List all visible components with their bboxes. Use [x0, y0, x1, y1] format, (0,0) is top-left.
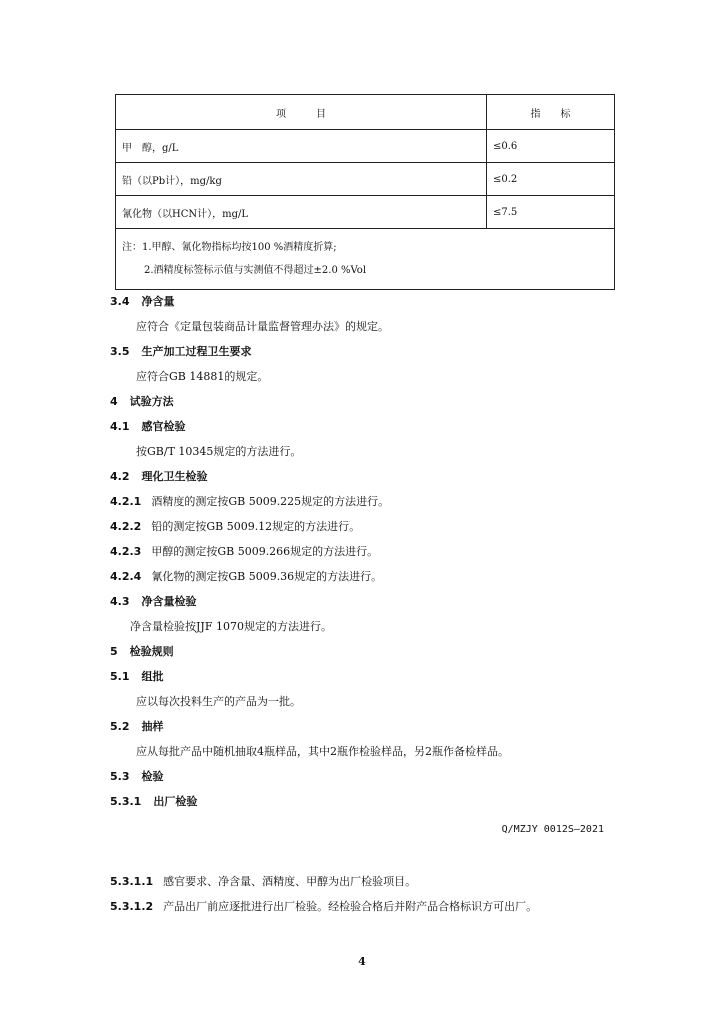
list-item [110, 898, 537, 914]
item-number: 4.2.4 [110, 570, 142, 583]
row-index: ≤0.6 [487, 130, 615, 163]
row-item: 铅（以Pb计），mg/kg [116, 163, 487, 196]
table-header-row [116, 95, 615, 130]
note-line: 注：1.甲醇、氰化物指标均按100 %酒精度折算; [122, 242, 337, 253]
section-heading [110, 643, 174, 659]
item-text: 铅的测定按GB 5009.12规定的方法进行。 [151, 520, 361, 533]
section-title: 净含量检验 [141, 595, 197, 608]
paragraph: 应从每批产品中随机抽取4瓶样品，其中2瓶作检验样品，另2瓶作备检样品。 [136, 745, 509, 758]
section-number: 3.5 [110, 345, 130, 358]
section-number: 5.1 [110, 670, 130, 683]
section-heading [110, 718, 164, 734]
section-number: 4.3 [110, 595, 130, 608]
paragraph: 应以每次投料生产的产品为一批。 [136, 695, 301, 708]
row-index: ≤0.2 [487, 163, 615, 196]
section-title: 抽样 [141, 720, 164, 733]
table-note-row [116, 229, 615, 290]
table-note [116, 229, 615, 290]
section-number: 3.4 [110, 295, 130, 308]
section-title: 试验方法 [129, 395, 174, 408]
section-heading [110, 593, 197, 609]
row-index: ≤7.5 [487, 196, 615, 229]
table-row [116, 130, 615, 163]
item-text: 氰化物的测定按GB 5009.36规定的方法进行。 [151, 570, 383, 583]
list-item [110, 873, 416, 889]
item-text: 酒精度的测定按GB 5009.225规定的方法进行。 [151, 495, 390, 508]
page-number: 4 [358, 955, 366, 968]
paragraph: 应符合《定量包装商品计量监督管理办法》的规定。 [136, 320, 389, 333]
section-title: 理化卫生检验 [141, 470, 208, 483]
section-heading [110, 418, 186, 434]
row-item: 氰化物（以HCN计），mg/L [116, 196, 487, 229]
section-title: 感官检验 [141, 420, 186, 433]
section-title: 出厂检验 [153, 795, 198, 808]
section-heading [110, 468, 208, 484]
item-text: 甲醇的测定按GB 5009.266规定的方法进行。 [151, 545, 379, 558]
section-number: 4.1 [110, 420, 130, 433]
section-title: 组批 [141, 670, 164, 683]
section-title: 生产加工过程卫生要求 [141, 345, 252, 358]
item-number: 5.3.1.2 [110, 900, 154, 913]
section-number: 5.3 [110, 770, 130, 783]
item-number: 5.3.1.1 [110, 875, 154, 888]
note-line: 2.酒精度标签标示值与实测值不得超过±2.0 %Vol [144, 265, 367, 276]
row-item: 甲 醇，g/L [116, 130, 487, 163]
header-index: 指 标 [487, 95, 615, 130]
section-title: 净含量 [141, 295, 175, 308]
document-id: Q/MZJY 0012S—2021 [501, 824, 604, 835]
section-number: 4.2 [110, 470, 130, 483]
list-item [110, 568, 382, 584]
section-heading [110, 393, 174, 409]
table-row [116, 163, 615, 196]
header-item: 项 目 [116, 95, 487, 130]
item-number: 4.2.2 [110, 520, 142, 533]
section-heading [110, 343, 252, 359]
section-heading [110, 793, 197, 809]
section-heading [110, 668, 164, 684]
section-number: 4 [110, 395, 118, 408]
spec-table [115, 94, 615, 290]
item-text: 感官要求、净含量、酒精度、甲醇为出厂检验项目。 [163, 875, 417, 888]
section-title: 检验规则 [129, 645, 174, 658]
section-number: 5.2 [110, 720, 130, 733]
list-item [110, 493, 389, 509]
paragraph: 按GB/T 10345规定的方法进行。 [136, 445, 302, 458]
section-title: 检验 [141, 770, 164, 783]
paragraph: 应符合GB 14881的规定。 [136, 370, 269, 383]
item-number: 4.2.1 [110, 495, 142, 508]
item-number: 4.2.3 [110, 545, 142, 558]
paragraph: 净含量检验按JJF 1070规定的方法进行。 [130, 620, 332, 633]
section-number: 5 [110, 645, 118, 658]
list-item [110, 518, 360, 534]
item-text: 产品出厂前应逐批进行出厂检验。经检验合格后并附产品合格标识方可出厂。 [163, 900, 538, 913]
section-number: 5.3.1 [110, 795, 142, 808]
list-item [110, 543, 378, 559]
section-heading [110, 293, 175, 309]
table-row [116, 196, 615, 229]
section-heading [110, 768, 164, 784]
